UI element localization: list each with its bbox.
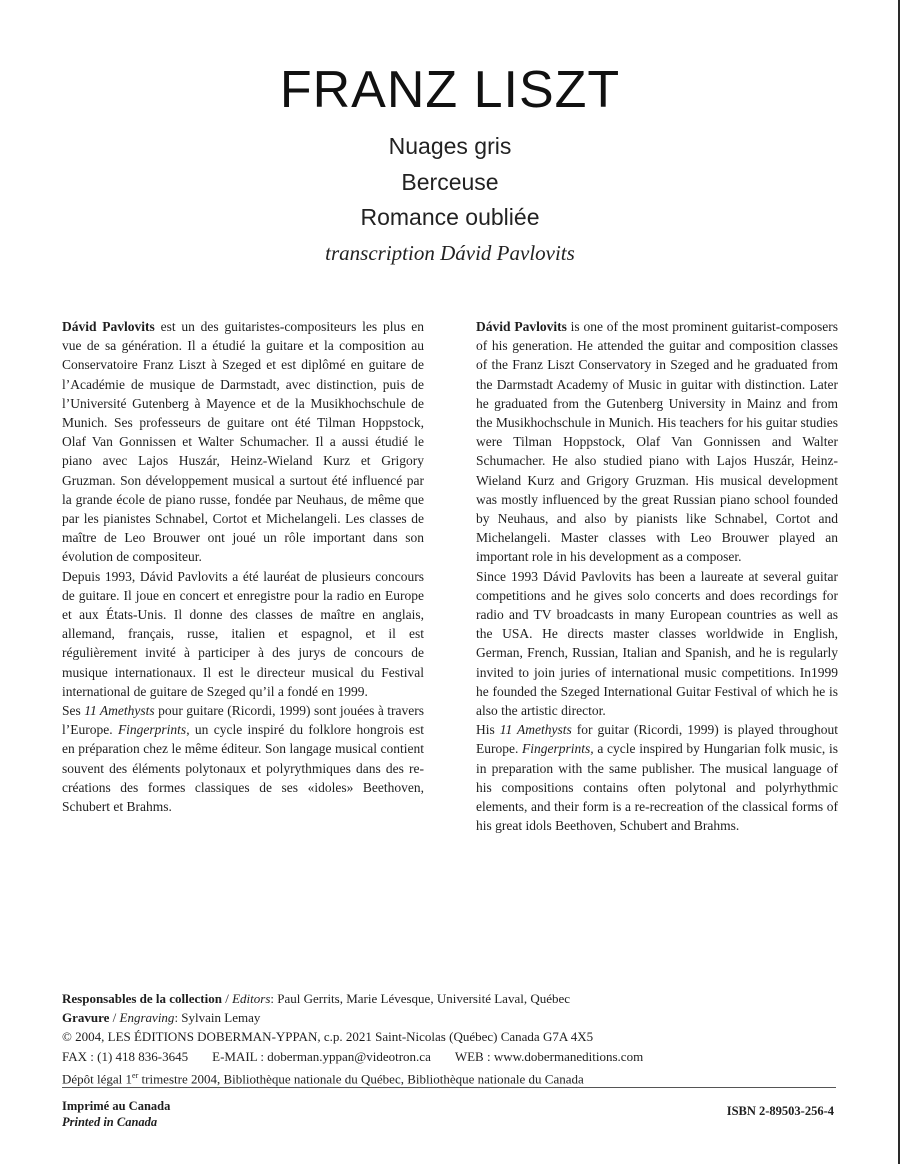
credits-legal-deposit: Dépôt légal 1er trimestre 2004, Bibliothèque nationale du Québec, Bibliothèque nationale du Canada	[62, 1070, 584, 1087]
footer-divider	[62, 1087, 836, 1088]
printed-fr: Imprimé au Canada	[62, 1099, 171, 1113]
bio-en-work-fingerprints: Fingerprints,	[522, 741, 594, 757]
isbn-number: ISBN 2-89503-256-4	[726, 1104, 834, 1118]
bio-en-work-amethysts: 11 Amethysts	[499, 722, 572, 738]
bio-fr-work-amethysts: 11 Amethysts	[84, 703, 155, 719]
work-title-berceuse: Berceuse	[401, 169, 499, 195]
bio-en-paragraph-1: Dávid Pavlovits is one of the most prominent guitarist-composers of his generation. He attended the guitar and composition classes of the Franz Liszt Conservatory in Szeged and he graduated from the Darmstadt Academy of Music in guitar with distinction. Later he graduated from the Gutenberg University in Mainz and from the Musikhochschule in Munich. His teachers for his guitar studies were Tilman Hoppstock, Olaf Van Gonnissen and Walter Schumacher. He also studied piano with Lajos Huszár, Heinz-Wieland Kurz and Grigory Gruzman. His musical development was mostly influenced by the great Russian piano school founded by Neuhaus, and also by pianists like Schnabel, Cortot and Michelangeli. Master classes with Leo Brouwer played an important role in his development as a composer.	[476, 319, 838, 565]
credits-copyright: © 2004, LES ÉDITIONS DOBERMAN-YPPAN, c.p. 2021 Saint-Nicolas (Québec) Canada G7A 4X5	[62, 1029, 594, 1045]
work-title-nuages-gris: Nuages gris	[388, 133, 512, 159]
website-address: WEB : www.dobermaneditions.com	[454, 1048, 644, 1064]
bio-fr-paragraph-3: Ses 11 Amethysts pour guitare (Ricordi, 1999) sont jouées à travers l’Europe. Fingerprints, un cycle inspiré du folklore hongrois est en préparation chez le même éditeur. Son langage musical contient souvent des éléments polytonaux et polyrythmiques dans des re-créations des formes classiques de ses «idoles» Beethoven, Schubert et Brahms.	[62, 703, 425, 815]
printed-en: Printed in Canada	[62, 1115, 158, 1129]
bio-fr-paragraph-2: Depuis 1993, Dávid Pavlovits a été lauréat de plusieurs concours de guitare. Il joue en concert et enregistre pour la radio en Europe et aux États-Unis. Il donne des classes de maître en anglais, allemand, français, russe, italien et espagnol, et il est régulièrement invité à participer à des jurys de concours de musique internationaux. Il est le directeur musical du Festival international de guitare de Szeged qu’il a fondé en 1999.	[62, 568, 424, 699]
work-title-romance-oubliee: Romance oubliée	[360, 204, 540, 230]
bio-en-paragraph-3: His 11 Amethysts for guitar (Ricordi, 1999) is played throughout Europe. Fingerprints, a cycle inspired by Hungarian folk music, is in preparation with the same publisher. The musical language of his compositions contains often polytonal and polyrhythmic elements, and their form is a re-recreation of the classical forms of his great idols Beethoven, Schubert and Brahms.	[476, 722, 838, 834]
biography-french	[62, 317, 424, 816]
email-address: E-MAIL : doberman.yppan@videotron.ca	[212, 1048, 431, 1064]
bio-en-paragraph-2: Since 1993 Dávid Pavlovits has been a laureate at several guitar competitions and he gives solo concerts and does recordings for radio and TV broadcasts in many European countries as well as the USA. He directs master classes worldwide in English, German, French, Russian, Italian and Spanish, and he is regularly invited to join juries of international music competitions. In1999 he founded the Szeged International Guitar Festival of which he is also the artistic director.	[476, 568, 838, 719]
publication-credits	[62, 989, 842, 1088]
bio-fr-paragraph-1: Dávid Pavlovits est un des guitaristes-compositeurs les plus en vue de sa génération. Il a étudié la guitare et la composition au Conservatoire Franz Liszt à Szeged et est diplômé en guitare de l’Académie de musique de Darmstadt, avec distinction, puis de l’Université Gutenberg à Mayence et de la Musikhochschule de Munich. Ses professeurs de guitare ont été Tilman Hoppstock, Olaf Van Gonnissen et Walter Schumacher. Il a aussi étudié le piano avec Lajos Huszár, Heinz-Wieland Kurz et Grigory Gruzman. Son développement musical a surtout été influencé par la grande école de piano russe, fondée par Neuhaus, de même que par les pianistes Schnabel, Cortot et Michelangeli. Les classes de maître de Leo Brouwer ont joué un rôle important dans son évolution de compositeur.	[62, 319, 424, 565]
biography-english	[476, 317, 838, 835]
credits-contact	[62, 1047, 842, 1066]
credits-editors: Responsables de la collection / Editors: Paul Gerrits, Marie Lévesque, Université Laval, Québec	[62, 991, 571, 1006]
composer-title: FRANZ LISZT	[279, 61, 621, 119]
printed-in-canada	[62, 1098, 170, 1130]
fax-number: FAX : (1) 418 836-3645	[62, 1048, 189, 1064]
bio-fr-work-fingerprints: Fingerprints	[117, 722, 187, 738]
credits-engraving: Gravure / Engraving: Sylvain Lemay	[62, 1010, 261, 1026]
bio-fr-name: Dávid Pavlovits	[62, 319, 155, 334]
transcription-credit: transcription Dávid Pavlovits	[325, 241, 575, 265]
bio-en-name: Dávid Pavlovits	[476, 319, 567, 334]
